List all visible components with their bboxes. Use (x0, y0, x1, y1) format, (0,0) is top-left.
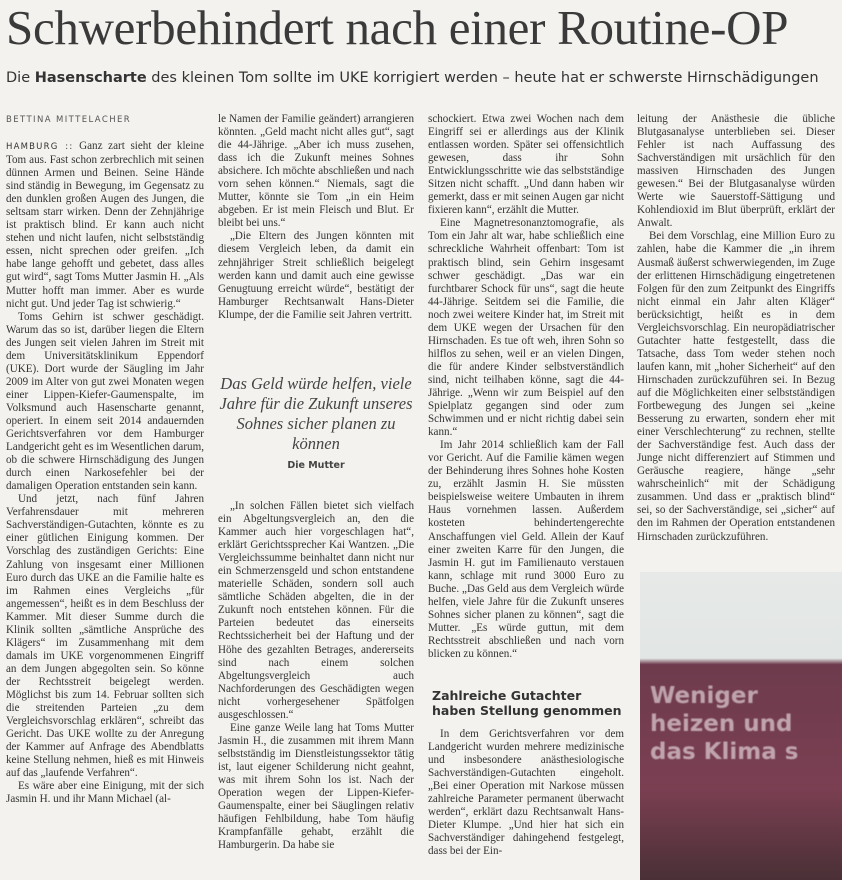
paragraph: schockiert. Etwa zwei Wochen nach dem Eingriff sei er allerdings aus der Klinik entlassen worden. Später sei offensichtlich gewesen, dass ihr Sohn Entwicklungsschritte wie das selbstständige Sitzen nicht schafft. „Und dann haben wir gemerkt, dass er mit seinen Augen gar nicht fixieren kann“, erzählt die Mutter. (428, 113, 624, 217)
paragraph: „In solchen Fällen bietet sich vielfach ein Abgeltungsvergleich an, den die Kammer auch hier vorgeschlagen hat“, erklärt Gerichtssprecher Kai Wantzen. „Die Vergleichssumme beinhaltet dann nicht nur ein Schmerzensgeld und schon entstandene materielle Schäden, sondern soll auch sämtliche Schäden abgelten, die in der Zukunft noch entstehen können. Für die Parteien bedeutet das einerseits Rechtssicherheit bei der Haftung und der Höhe des gezahlten Betrages, andererseits sind nach einem solchen Abgeltungsvergleich auch Nachforderungen des Geschädigten wegen nicht vorhergesehener Spätfolgen ausgeschlossen.“ (218, 500, 414, 721)
article-column-1 (6, 140, 204, 870)
paragraph: le Namen der Familie geändert) arrangieren könnten. „Geld macht nicht alles gut“, sagt die 44-Jährige. „Aber ich muss zusehen, dass ich die Zukunft meines Sohnes absichere. Ich möchte abschließen und nach vorn sehen können.“ Niemals, sagt die Mutter, könnte sie Tom „in ein Heim abgeben. Er ist mein Fleisch und Blut. Er bleibt bei uns.“ (218, 113, 414, 230)
article-column-3-bottom (428, 728, 624, 870)
subhead-pre: Die (6, 70, 35, 86)
ad-logo-icon (676, 634, 746, 644)
article-column-2-bottom (218, 500, 414, 870)
article-column-2-top (218, 113, 414, 367)
dateline: HAMBURG :: (6, 142, 74, 152)
article-column-3-top (428, 113, 624, 689)
lead-paragraph (6, 140, 204, 311)
section-heading: Zahlreiche Gutachter haben Stellung genommen (432, 688, 622, 718)
pull-quote-source: Die Mutter (287, 460, 345, 471)
subhead-post: des kleinen Tom sollte im UKE korrigiert werden – heute hat er schwerste Hirnschädigungen (146, 70, 819, 86)
byline: BETTINA MITTELACHER (6, 115, 132, 125)
paragraph: Im Jahr 2014 schließlich kam der Fall vor Gericht. Auf die Familie kämen wegen der Behinderung ihres Sohnes hohe Kosten zu, erzählt Jasmin H. Sie müssten beispielsweise weitere Umbauten in ihrem Haus vornehmen lassen. Außerdem kosteten behindertengerechte Anschaffungen viel Geld. Allein der Kauf einer zweiten Karre für den Jungen, die Jasmin H. gut im Familienauto verstauen kann, schlage mit rund 3000 Euro zu Buche. „Das Geld aus dem Vergleich würde helfen, viele Jahre für die Zukunft unseres Sohnes sicher planen zu können“, sagt die Mutter. „Es würde guttun, mit dem Rechtsstreit abschließen und nach vorn blicken zu können.“ (428, 439, 624, 660)
paragraph: Bei dem Vorschlag, eine Million Euro zu zahlen, habe die Kammer die „in ihrem Ausmaß äußerst schwerwiegenden, im Zuge der erlittenen Hirnschädigung eingetretenen Folgen für den zum Zeitpunkt des Eingriffs nicht einmal ein Jahr alten Kläger“ berücksichtigt, heißt es in dem Vergleichsvorschlag. Ein neuropädiatrischer Gutachter hatte festgestellt, dass die Tatsache, dass Tom weder stehen noch laufen kann, mit „hoher Sicherheit“ auf den Hirnschaden zurückzuführen sei. In Bezug auf die Möglichkeiten einer selbstständigen Fortbewegung des Jungen sei „keine Besserung zu erwarten, sondern eher mit einer Verschlechterung“ zu rechnen, stellte der Sachverständige fest. Auch dass der Junge nicht differenziert auf Stimmen und Geräusche reagiere, hänge „sehr wahrscheinlich“ mit der Schädigung zusammen. Und dass er „praktisch blind“ sei, so der Sachverständige, sei „sicher“ auf den im Rahmen der Operation entstandenen Hirnschaden zurückzuführen. (637, 230, 835, 543)
advertisement[interactable] (640, 572, 842, 880)
article-column-4 (637, 113, 835, 555)
paragraph: Es wäre aber eine Einigung, mit der sich Jasmin H. und ihr Mann Michael (al- (6, 780, 204, 806)
paragraph: Eine Magnetresonanztomografie, als Tom ein Jahr alt war, habe schließlich eine schreckliche Wahrheit offenbart: Tom ist praktisch blind, sein Gehirn insgesamt schwer geschädigt. „Das war ein furchtbarer Schock für uns“, sagt die heute 44-Jährige. Seitdem sei die Familie, die noch zwei weitere Kinder hat, im Streit mit dem UKE wegen der Ursachen für den Hirnschaden. Es tue oft weh, ihren Sohn so hilflos zu sehen, weil er an vielen Dingen, die für andere Kinder selbstverständlich sind, nicht teilhaben könne, sagt die 44-Jährige. „Wenn wir zum Beispiel auf den Spielplatz gegangen sind oder zum Schwimmen und er nicht richtig dabei sein kann.“ (428, 217, 624, 439)
subheadline (6, 68, 836, 88)
subhead-bold: Hasenscharte (34, 70, 147, 86)
paragraph: leitung der Anästhesie die übliche Blutgasanalyse unterblieben sei. Dieser Fehler ist nach Auffassung des Sachverständigen mit ursächlich für den massiven Hirnschaden des Jungen gewesen.“ Bei der Blutgasanalyse würden Werte wie Sauerstoff-Sättigung und Kohlendioxid im Blut überprüft, erklärt der Anwalt. (637, 113, 835, 230)
paragraph: Eine ganze Weile lang hat Toms Mutter Jasmin H., die zusammen mit ihrem Mann selbstständig im Dienstleistungssektor tätig ist, laut eigener Schilderung nicht geahnt, was mit ihrem Sohn los ist. Nach der Operation wegen der Lippen-Kiefer-Gaumenspalte, einer bei Säuglingen relativ häufigen Fehlbildung, habe Tom häufig Krampfanfälle gehabt, erzählt die Hamburgerin. Da habe sie (218, 721, 414, 852)
paragraph: Toms Gehirn ist schwer geschädigt. Warum das so ist, darüber liegen die Eltern des Jungen seit vielen Jahren im Streit mit dem Universitätsklinikum Eppendorf (UKE). Dort wurde der Säugling im Jahr 2009 im Alter von gut zwei Monaten wegen einer Lippen-Kiefer-Gaumenspalte, im Volksmund auch Hasenscharte genannt, operiert. In einem seit 2014 andauernden Gerichtsverfahren vor dem Hamburger Landgericht geht es im Wesentlichen darum, ob die schwere Hirnschädigung des Jungen durch einen Narkosefehler bei der damaligen Operation entstanden sein kann. (6, 310, 204, 493)
ad-text: Weniger heizen und das Klima s (650, 683, 799, 765)
paragraph: „Die Eltern des Jungen könnten mit diesem Vergleich leben, da damit ein zehnjähriger Streit schließlich beigelegt werden kann und damit auch eine gewisse Genugtuung erreicht würde“, bestätigt der Hamburger Rechtsanwalt Hans-Dieter Klumpe, der die Familie seit Jahren vertritt. (218, 230, 414, 321)
headline: Schwerbehindert nach einer Routine-OP (6, 0, 789, 55)
paragraph: In dem Gerichtsverfahren vor dem Landgericht wurden mehrere medizinische und insbesondere anästhesiologische Sachverständigen-Gutachten eingeholt. „Bei einer Operation mit Narkose müssen zahlreiche Parameter permanent überwacht werden“, erklärt dazu Rechtsanwalt Hans-Dieter Klumpe. „Und hier hat sich ein Sachverständiger dahingehend festgelegt, dass bei der Ein- (428, 728, 624, 858)
lead-text: Ganz zart sieht der kleine Tom aus. Fast schon zerbrechlich mit seinen dünnen Armen und Beinen. Seine Hände sind ständig in Bewegung, im Gegensatz zu den dunklen großen Augen des Jungen, die seltsam starr wirken. Denn der Zehnjährige ist praktisch blind. Er kann auch nicht stehen und nicht laufen, nicht selbstständig essen, nicht sprechen oder greifen. „Ich habe lange gehofft und gebetet, dass alles gut wird“, sagt Toms Mutter Jasmin H. „Als Mutter hofft man immer. Aber es wurde nicht gut. Und jeder Tag ist schwierig.“ (6, 140, 204, 310)
paragraph: Und jetzt, nach fünf Jahren Verfahrensdauer mit mehreren Sachverständigen-Gutachten, könnte es zu einer gütlichen Einigung kommen. Der Vorschlag des zuständigen Gerichts: Eine Zahlung von insgesamt einer Millionen Euro durch das UKE an die Familie halte es im Rahmen eines Vergleichs „für angemessen“, heißt es in dem Beschluss der Kammer. Mit dieser Summe durch die Klinik sollten „sämtliche Ansprüche des Klägers“ im Zusammenhang mit dem damals im UKE vorgenommenen Eingriff an dem Jungen abgegolten sein. So könne der Rechtsstreit beigelegt werden. Möglichst bis zum 14. Februar sollten sich die streitenden Parteien „zu dem Vergleichsvorschlag erklären“, schreibt das Gericht. Das UKE wollte zu der Anregung der Kammer auf Anfrage des Abendblatts keine Stellung nehmen, hieß es mit Hinweis auf das „laufende Verfahren“. (6, 493, 204, 780)
pull-quote: Das Geld würde helfen, viele Jahre für die Zukunft unseres Sohnes sicher planen zu können (219, 374, 413, 453)
